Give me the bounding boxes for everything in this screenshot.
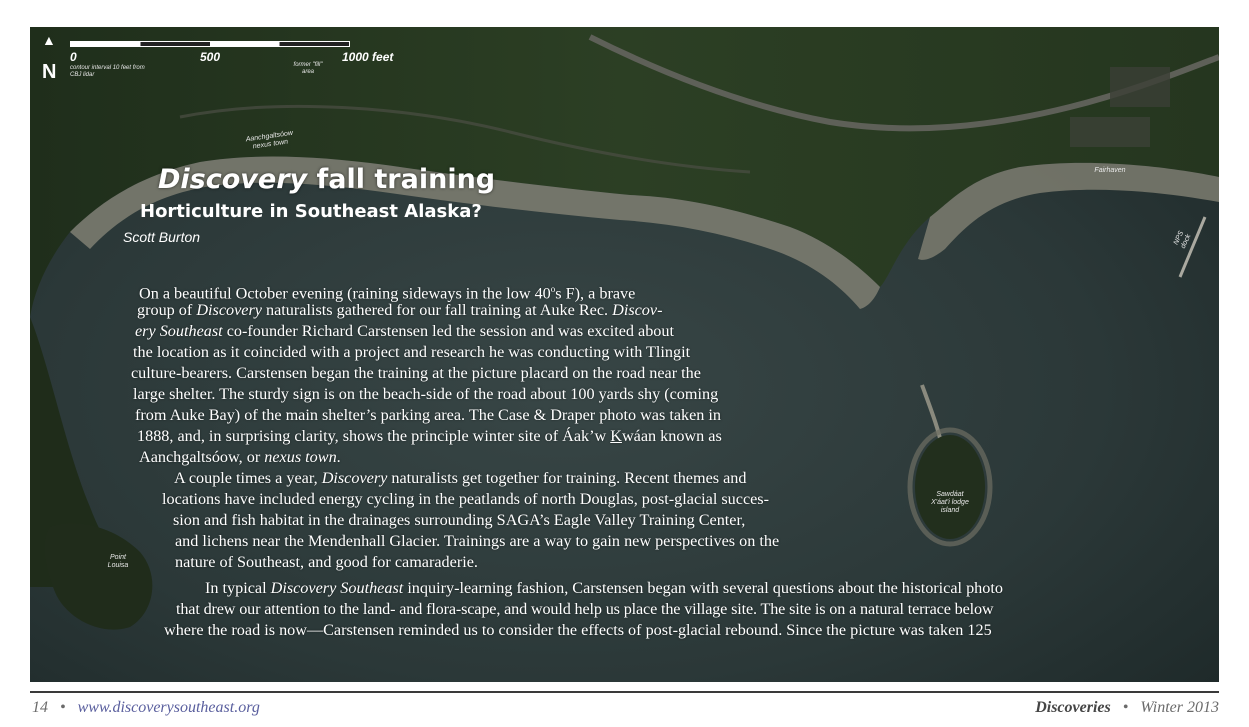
text-line: On a beautiful October evening (raining sideways in the low 40$^o$s F), a brave (139, 284, 636, 303)
text-line: 1888, and, in surprising clarity, shows the principle winter site of Áak’w Kwáan known as (137, 427, 722, 445)
north-arrow-icon: ▲ (42, 32, 56, 48)
text-line: Aanchgaltsóow, or nexus town. (139, 448, 341, 466)
text-line: ery Southeast co-founder Richard Carstensen led the session and was excited about (135, 322, 674, 340)
article-title-rest: fall training (307, 164, 496, 195)
town-label: Aanchgaltsóow nexus town (245, 129, 294, 151)
scale-end: 1000 feet (342, 50, 394, 64)
article-subtitle: Horticulture in Southeast Alaska? (140, 201, 482, 222)
former-fill-label: former "fill" area (293, 62, 323, 75)
footer-left (32, 699, 260, 717)
article-author: Scott Burton (123, 229, 201, 245)
text-line: group of Discovery naturalists gathered for our fall training at Auke Rec. Discov- (137, 301, 663, 319)
footer-right (1035, 699, 1219, 717)
text-line: sion and fish habitat in the drainages surrounding SAGA’s Eagle Valley Training Center, (173, 511, 746, 529)
text-line: culture-bearers. Carstensen began the training at the picture placard on the road near the (131, 364, 701, 382)
point-label: Point Louisa (107, 554, 129, 569)
scale-mid: 500 (200, 50, 221, 64)
text-line: A couple times a year, Discovery naturalists get together for training. Recent themes and (174, 469, 747, 487)
footer-divider (30, 691, 1219, 693)
dock-label: NPS dock (1172, 230, 1193, 250)
scale-note: contour interval 10 feet from CBJ lidar (70, 65, 145, 78)
text-line: and lichens near the Mendenhall Glacier. Trainings are a way to gain new perspectives on the (175, 532, 780, 550)
footer-bullet: • (1122, 699, 1129, 716)
page-number: 14 (32, 699, 48, 716)
article-title (158, 164, 495, 195)
text-line: nature of Southeast, and good for camaraderie. (175, 553, 478, 571)
text-line: the location as it coincided with a project and research he was conducting with Tlingit (133, 343, 691, 361)
scale-zero: 0 (70, 50, 77, 64)
website-link[interactable]: www.discoverysoutheast.org (77, 699, 260, 716)
text-line: that drew our attention to the land- and flora-scape, and would help us place the village site. The site is on a natural terrace below (176, 600, 994, 618)
text-line: locations have included energy cycling in the peatlands of north Douglas, post-glacial succes- (162, 490, 769, 508)
footer-bullet: • (60, 699, 66, 716)
island-label: Sawdáat X'áat'i lodge island (931, 491, 969, 514)
issue-label: Winter 2013 (1140, 699, 1219, 716)
publication-name: Discoveries (1035, 699, 1111, 716)
text-line: from Auke Bay) of the main shelter’s parking area. The Case & Draper photo was taken in (135, 406, 722, 424)
north-label: N (42, 61, 57, 83)
text-line: where the road is now—Carstensen reminded us to consider the effects of post-glacial rebound. Since the picture was taken 125 (164, 621, 992, 639)
scale-bar (70, 41, 350, 47)
article-title-italic: Discovery (158, 164, 308, 195)
text-line: In typical Discovery Southeast inquiry-learning fashion, Carstensen began with several questions about the historical photo (205, 579, 1003, 597)
fairhaven-label: Fairhaven (1094, 167, 1126, 174)
text-line: large shelter. The sturdy sign is on the beach-side of the road about 100 yards shy (coming (133, 385, 719, 403)
